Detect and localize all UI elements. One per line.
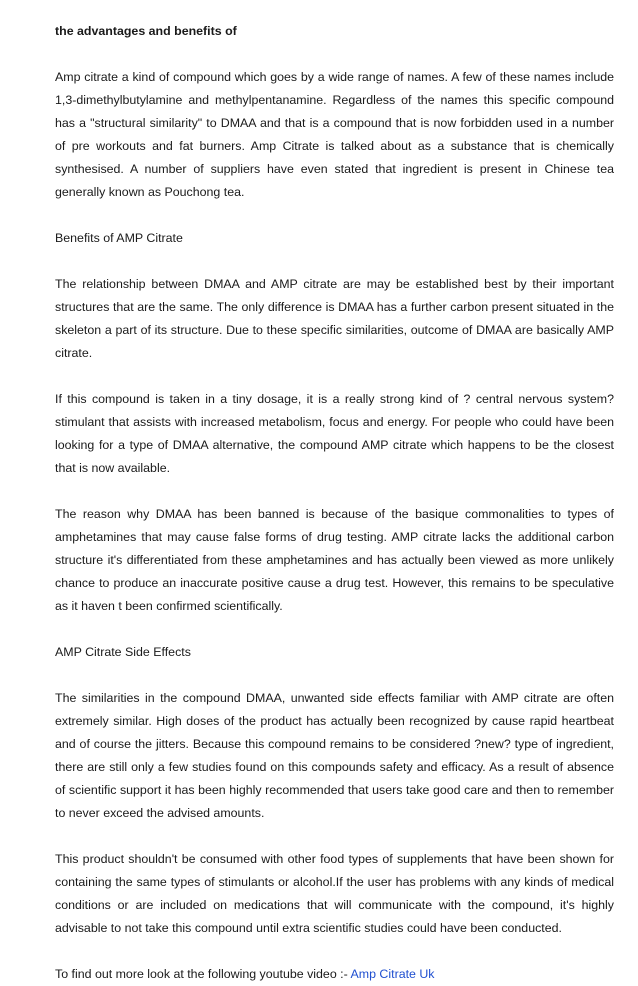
paragraph-intro: Amp citrate a kind of compound which goes by a wide range of names. A few of these names include 1,3-dimethylbutylamine and methylpentanamine. Regardless of the names this specific compound has a "structural similarity" to DMAA and that is a compound that is now forbidden used in a number of pre workouts and fat burners. Amp Citrate is talked about as a substance that is chemically synthesised. A number of suppliers have even stated that ingredient is present in Chinese tea generally known as Pouchong tea. (55, 70, 614, 199)
document-page (55, 20, 614, 986)
paragraph-ban-reason: The reason why DMAA has been banned is because of the basique commonalities to types of amphetamines that may cause false forms of drug testing. AMP citrate lacks the additional carbon structure it's differentiated from these amphetamines and has actually been viewed as more unlikely chance to produce an inaccurate positive cause a drug test. However, this remains to be speculative as it haven t been confirmed scientifically. (55, 507, 614, 613)
closing-line (55, 963, 614, 986)
section-heading-side-effects: AMP Citrate Side Effects (55, 645, 191, 659)
paragraph-similarities: The similarities in the compound DMAA, unwanted side effects familiar with AMP citrate are often extremely similar. High doses of the product has actually been recognized by cause rapid heartbeat and of course the jitters. Because this compound remains to be considered ?new? type of ingredient, there are still only a few studies found on this compounds safety and efficacy. As a result of absence of scientific support it has been highly recommended that users take good care and then to remember to never exceed the advised amounts. (55, 691, 614, 820)
paragraph-relationship: The relationship between DMAA and AMP citrate are may be established best by their important structures that are the same. The only difference is DMAA has a further carbon present situated in the skeleton a part of its structure. Due to these specific similarities, outcome of DMAA are basically AMP citrate. (55, 277, 614, 360)
closing-text: To find out more look at the following youtube video :- (55, 967, 351, 981)
paragraph-dosage: If this compound is taken in a tiny dosage, it is a really strong kind of ? central nervous system? stimulant that assists with increased metabolism, focus and energy. For people who could have been looking for a type of DMAA alternative, the compound AMP citrate which happens to be the closest that is now available. (55, 392, 614, 475)
paragraph-warnings: This product shouldn't be consumed with other food types of supplements that have been shown for containing the same types of stimulants or alcohol.If the user has problems with any kinds of medical conditions or are included on medications that will communicate with the compound, it's highly advisable to not take this compound until extra scientific studies could have been conducted. (55, 852, 614, 935)
youtube-video-link[interactable]: Amp Citrate Uk (350, 967, 435, 981)
section-heading-benefits: Benefits of AMP Citrate (55, 231, 183, 245)
document-title: the advantages and benefits of (55, 24, 237, 38)
